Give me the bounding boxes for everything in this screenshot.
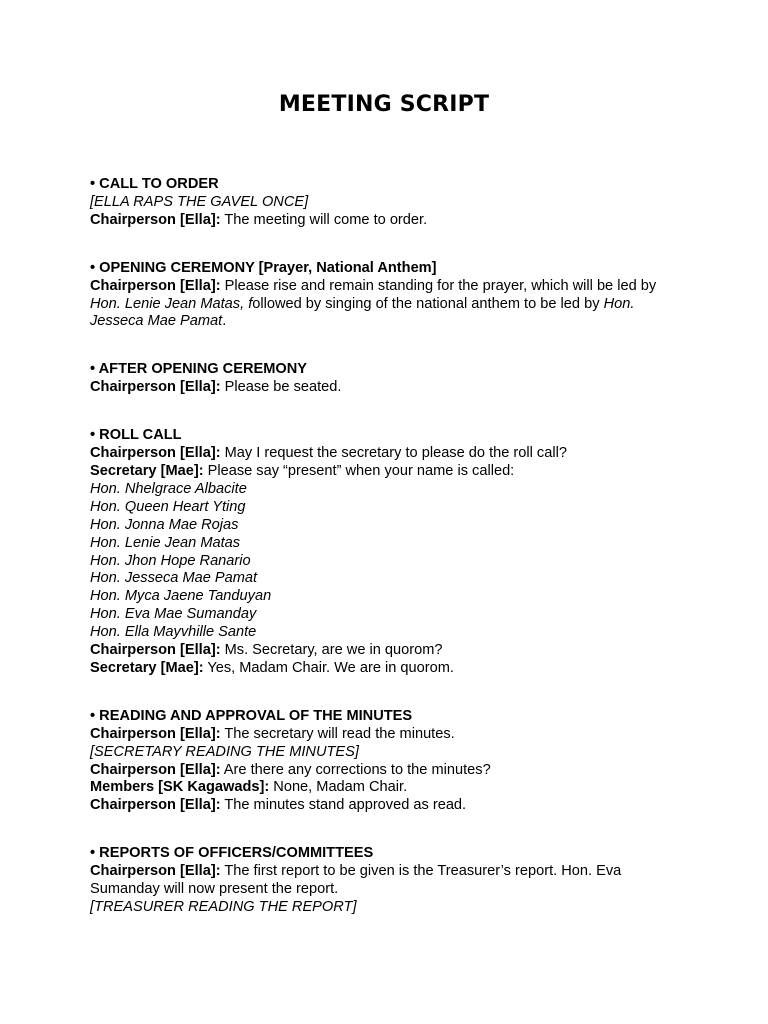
- person-name: Hon. Lenie Jean Matas, f: [90, 295, 253, 312]
- list-item: Hon. Queen Heart Yting: [90, 498, 246, 515]
- dialogue-line: [90, 863, 690, 899]
- speaker-label: Members [SK Kagawads]:: [90, 779, 270, 796]
- list-item: Hon. Ella Mayvhille Sante: [90, 624, 257, 641]
- speaker-label: Chairperson [Ella]:: [90, 211, 221, 228]
- bullet: •: [90, 845, 96, 862]
- dialogue-text: Ms. Secretary, are we in quorom?: [220, 642, 443, 659]
- dialogue-text: The secretary will read the minutes.: [220, 725, 455, 742]
- section-opening-ceremony: [90, 260, 690, 332]
- dialogue-line: [90, 642, 690, 660]
- list-item: Hon. Eva Mae Sumanday: [90, 606, 257, 623]
- dialogue-line: [90, 797, 690, 815]
- dialogue-text: Please rise and remain standing for the prayer, which will be led by: [220, 277, 657, 294]
- page-title: MEETING SCRIPT: [278, 92, 490, 117]
- speaker-label: Chairperson [Ella]:: [90, 642, 221, 659]
- dialogue-text: Please say “present” when your name is called:: [203, 462, 515, 479]
- list-item: Hon. Lenie Jean Matas: [90, 534, 241, 551]
- speaker-label: Chairperson [Ella]:: [90, 445, 221, 462]
- stage-direction: [ELLA RAPS THE GAVEL ONCE]: [90, 193, 309, 210]
- bullet: •: [90, 707, 96, 724]
- dialogue-text: Are there any corrections to the minutes?: [220, 761, 491, 778]
- section-after-opening: [90, 361, 690, 397]
- bullet: •: [90, 361, 96, 378]
- person-name: Hon. Jesseca Mae Pamat: [90, 295, 635, 330]
- section-minutes: [90, 708, 690, 815]
- section-heading: • REPORTS OF OFFICERS/COMMITTEES: [90, 845, 374, 862]
- section-heading: • AFTER OPENING CEREMONY: [90, 361, 308, 378]
- dialogue-text: None, Madam Chair.: [269, 779, 408, 796]
- dialogue-line: [90, 779, 690, 797]
- speaker-label: Chairperson [Ella]:: [90, 797, 221, 814]
- speaker-label: Chairperson [Ella]:: [90, 379, 221, 396]
- section-heading: • OPENING CEREMONY [Prayer, National Anthem]: [90, 259, 437, 276]
- dialogue-line: [90, 445, 690, 463]
- dialogue-text: The meeting will come to order.: [220, 211, 428, 228]
- roll-call-name-list: [90, 481, 690, 642]
- list-item: Hon. Nhelgrace Albacite: [90, 480, 247, 497]
- speaker-label: Chairperson [Ella]:: [90, 725, 221, 742]
- dialogue-line: [90, 660, 690, 678]
- dialogue-line: [90, 379, 690, 397]
- speaker-label: Chairperson [Ella]:: [90, 761, 221, 778]
- dialogue-text: The first report to be given is the Treasurer’s report. Hon. Eva Sumanday will now present the report.: [90, 863, 622, 898]
- speaker-label: Chairperson [Ella]:: [90, 277, 221, 294]
- dialogue-line: [90, 212, 690, 230]
- section-heading: • READING AND APPROVAL OF THE MINUTES: [90, 707, 413, 724]
- dialogue-text: Please be seated.: [220, 379, 342, 396]
- section-heading: • CALL TO ORDER: [90, 176, 219, 192]
- list-item: Hon. Myca Jaene Tanduyan: [90, 588, 272, 605]
- speaker-label: Chairperson [Ella]:: [90, 863, 221, 880]
- section-heading: • ROLL CALL: [90, 427, 182, 444]
- bullet: •: [90, 259, 96, 276]
- list-item: Hon. Jhon Hope Ranario: [90, 552, 251, 569]
- speaker-label: Secretary [Mae]:: [90, 659, 204, 676]
- section-roll-call: [90, 427, 690, 678]
- speaker-label: Secretary [Mae]:: [90, 462, 204, 479]
- dialogue-text: Yes, Madam Chair. We are in quorom.: [203, 659, 454, 676]
- section-call-to-order: [90, 176, 690, 230]
- dialogue-line: [90, 726, 690, 744]
- dialogue-line: [90, 762, 690, 780]
- bullet: •: [90, 176, 96, 192]
- list-item: Hon. Jonna Mae Rojas: [90, 516, 239, 533]
- dialogue-text: ollowed by singing of the national anthem to be led by: [252, 295, 604, 312]
- dialogue-line: [90, 278, 690, 332]
- dialogue-text: May I request the secretary to please do the roll call?: [220, 445, 567, 462]
- list-item: Hon. Jesseca Mae Pamat: [90, 570, 258, 587]
- stage-direction: [TREASURER READING THE REPORT]: [90, 899, 357, 915]
- dialogue-text: .: [222, 313, 227, 330]
- script-body: [90, 176, 690, 947]
- dialogue-text: The minutes stand approved as read.: [220, 797, 467, 814]
- section-reports: [90, 845, 690, 917]
- stage-direction: [SECRETARY READING THE MINUTES]: [90, 743, 359, 760]
- dialogue-line: [90, 463, 690, 481]
- bullet: •: [90, 427, 96, 444]
